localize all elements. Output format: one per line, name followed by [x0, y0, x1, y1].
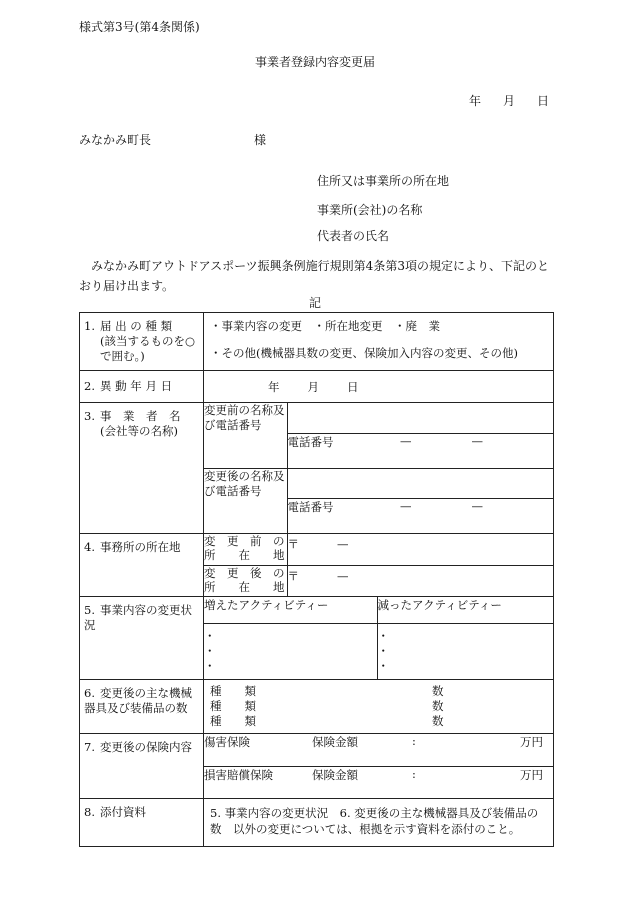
- activity-subtable: [204, 597, 553, 679]
- list-item: ・: [204, 643, 216, 658]
- row-equipment: [80, 680, 554, 734]
- list-item: ・: [377, 643, 389, 658]
- equipment-count-label: 数: [432, 699, 444, 713]
- postal-dash: —: [337, 537, 349, 551]
- row-business-change: [80, 597, 554, 680]
- decreased-activity-list[interactable]: [377, 623, 553, 679]
- ki-heading: 記: [308, 296, 321, 310]
- insurance-unit: 万円: [520, 767, 543, 782]
- equipment-kind-label: 種 類: [210, 684, 256, 698]
- insurance-type: 傷害保険: [204, 735, 250, 749]
- row-number: 3.: [84, 409, 95, 423]
- insurance-subtable: [204, 734, 553, 798]
- row-label: 事業内容の変更状況: [84, 603, 192, 632]
- after-address-label: [204, 565, 287, 596]
- phone-dash-1: —: [400, 498, 412, 513]
- change-date-day: 日: [347, 379, 359, 394]
- label-notification-type: [80, 313, 204, 371]
- insurance-unit: 万円: [520, 735, 543, 749]
- list-item: ・: [377, 628, 389, 643]
- increased-activity-list[interactable]: [204, 623, 377, 679]
- before-address-label: [204, 534, 287, 565]
- insurance-amount-label: 保険金額: [312, 767, 358, 782]
- notification-option-line-2[interactable]: ・その他(機械器具数の変更、保険加入内容の変更、その他): [210, 346, 518, 360]
- change-form-table: [79, 312, 554, 847]
- date-day-label: 日: [537, 94, 550, 108]
- row-number: 2.: [84, 379, 95, 393]
- submission-date: [469, 92, 549, 109]
- equipment-count-label: 数: [432, 714, 444, 728]
- after-address-label-2: 所 在 地: [204, 579, 285, 594]
- liability-insurance-field[interactable]: [204, 766, 553, 798]
- row-notification-type: [80, 313, 554, 371]
- before-address-label-1: 変 更 前 の: [204, 534, 285, 548]
- list-item: ・: [204, 658, 216, 673]
- before-name-input[interactable]: [287, 403, 553, 433]
- applicant-address-label: 住所又は事業所の所在地: [317, 174, 450, 188]
- equipment-count-label: 数: [432, 684, 444, 698]
- increased-activity-header: 増えたアクティビティー: [204, 597, 377, 623]
- before-name-label: 変更前の名称及び電話番号: [204, 403, 287, 468]
- equipment-kind-label: 種 類: [210, 714, 256, 728]
- label-insurance: [80, 734, 204, 799]
- after-address-input[interactable]: [287, 565, 553, 596]
- office-location-subtable: [204, 534, 553, 596]
- phone-label: 電話番号: [287, 434, 334, 449]
- before-phone-field[interactable]: [287, 433, 553, 468]
- list-item: ・: [377, 658, 389, 673]
- notification-option-line-1[interactable]: ・事業内容の変更 ・所在地変更 ・廃 業: [210, 319, 440, 333]
- row-number: 4.: [84, 540, 95, 554]
- after-name-input[interactable]: [287, 468, 553, 498]
- row-label: 変更後の主な機械器具及び装備品の数: [84, 686, 192, 715]
- label-office-location: [80, 534, 204, 597]
- applicant-representative-label: 代表者の氏名: [317, 229, 390, 243]
- date-year-label: 年: [469, 94, 482, 108]
- row-sublabel: (該当するものを○で囲む。): [100, 334, 196, 363]
- postal-dash: —: [337, 568, 349, 583]
- row-sublabel: (会社等の名称): [100, 424, 178, 438]
- decreased-activity-header: 減ったアクティビティー: [377, 597, 553, 623]
- row-label: 変更後の保険内容: [100, 740, 192, 754]
- attachments-note: 5. 事業内容の変更状況 6. 変更後の主な機械器具及び装備品の数 以外の変更については、根拠を示す資料を添付のこと。: [204, 799, 554, 847]
- document-title: 事業者登録内容変更届: [254, 55, 375, 69]
- injury-insurance-field[interactable]: [204, 734, 553, 766]
- change-date-month: 月: [307, 379, 319, 394]
- after-name-label: 変更後の名称及び電話番号: [204, 468, 287, 533]
- row-label: 届 出 の 種 類: [100, 319, 173, 333]
- row-insurance: [80, 734, 554, 799]
- row-number: 8.: [84, 805, 95, 819]
- phone-label: 電話番号: [287, 499, 334, 514]
- after-phone-field[interactable]: [287, 498, 553, 533]
- before-address-label-2: 所 在 地: [204, 548, 285, 562]
- label-business-name: [80, 403, 204, 534]
- equipment-field[interactable]: [204, 680, 554, 734]
- label-attachments: [80, 799, 204, 847]
- form-number: 様式第3号(第4条関係): [79, 20, 200, 34]
- phone-dash-2: —: [471, 433, 483, 448]
- row-change-date: [80, 371, 554, 403]
- row-attachments: [80, 799, 554, 847]
- label-equipment: [80, 680, 204, 734]
- row-label: 事 業 者 名: [100, 409, 181, 423]
- postal-mark: 〒: [287, 537, 299, 551]
- after-address-label-1: 変 更 後 の: [204, 565, 285, 580]
- business-name-subtable: [204, 403, 553, 533]
- change-date-year: 年: [268, 379, 280, 394]
- equipment-kind-label: 種 類: [210, 699, 256, 713]
- insurance-colon: :: [412, 734, 416, 748]
- row-number: 6.: [84, 686, 95, 700]
- row-label: 異 動 年 月 日: [100, 379, 173, 393]
- list-item: ・: [204, 628, 216, 643]
- before-address-input[interactable]: [287, 534, 553, 565]
- phone-dash-2: —: [471, 498, 483, 513]
- row-office-location: [80, 534, 554, 597]
- insurance-type: 損害賠償保険: [204, 767, 273, 782]
- label-business-change: [80, 597, 204, 680]
- change-date-field[interactable]: [204, 371, 554, 403]
- row-business-name: [80, 403, 554, 534]
- statement-text: みなかみ町アウトドアスポーツ振興条例施行規則第4条第3項の規定により、下記のとおり届け出ます。: [79, 259, 549, 293]
- row-label: 事務所の所在地: [100, 540, 181, 554]
- row-number: 7.: [84, 740, 95, 754]
- addressee: みなかみ町長: [79, 133, 152, 147]
- row-label: 添付資料: [100, 805, 146, 819]
- date-month-label: 月: [503, 94, 516, 108]
- applicant-company-label: 事業所(会社)の名称: [317, 203, 423, 217]
- postal-mark: 〒: [287, 568, 299, 583]
- honorific: 様: [254, 133, 267, 147]
- insurance-amount-label: 保険金額: [312, 735, 358, 749]
- row-number: 1.: [84, 319, 95, 333]
- phone-dash-1: —: [400, 433, 412, 448]
- insurance-colon: :: [412, 766, 416, 781]
- label-change-date: [80, 371, 204, 403]
- row-number: 5.: [84, 603, 95, 617]
